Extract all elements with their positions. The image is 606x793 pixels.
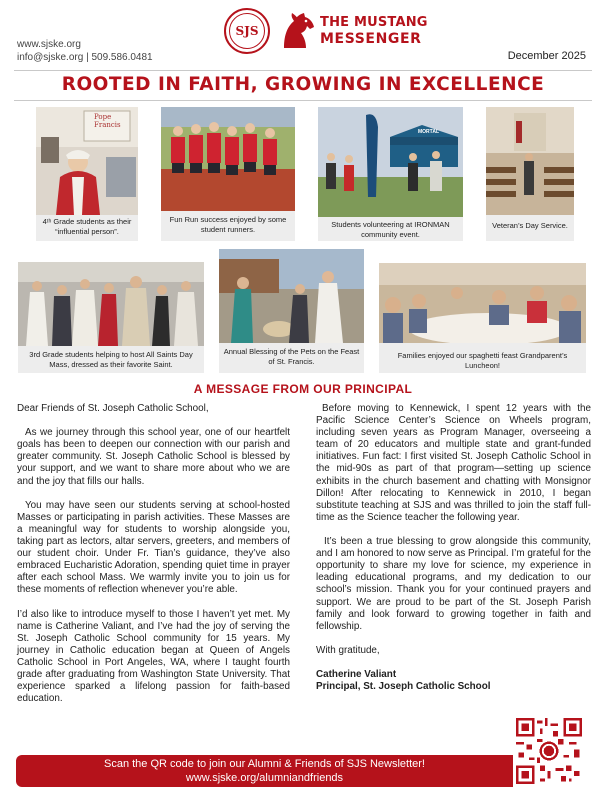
newsletter-brand [320, 14, 428, 48]
brand-line-2: MESSENGER [320, 31, 422, 47]
message-section-title: A MESSAGE FROM OUR PRINCIPAL [193, 382, 413, 396]
signature-title: Principal, St. Joseph Catholic School [316, 681, 491, 693]
photo-veterans-day-service [486, 107, 574, 215]
top-divider [14, 70, 592, 71]
paragraph-4: Before moving to Kennewick, I spent 12 years with the Pacific Science Center’s Science on Wheels program, including seven years as Program Manager, overseeing a team of 20 educators and multiple state and grant-funded initiatives. Fun fact: I first visited St. Joseph Catholic School in the mid-90s as part of that program—setting up science exhibits in the church basement and chatting with Monsignor Dillon! After relocating to Kennewick in 2010, I began substitute teaching at SJS and was thrilled to join the staff full-time as the Science teacher the following year. [316, 403, 591, 523]
contact-line[interactable]: info@sjske.org | 509.586.0481 [17, 52, 153, 63]
photo-caption: Annual Blessing of the Pets on the Feast of St. Francis. [223, 347, 360, 366]
newsletter-signup-banner[interactable] [16, 755, 513, 787]
headline-divider [14, 100, 592, 101]
paragraph-1: As we journey through this school year, one of our heartfelt goals has been to deepen our connection with our parish and greater community. St. Joseph Catholic School is blessed by your support, and we want to share more about who we are and the joy that fills our halls. [17, 427, 290, 487]
photo-caption: Fun Run success enjoyed by some student runners. [169, 215, 287, 234]
photo-card-grandparents-luncheon [379, 263, 586, 373]
photo-card-fun-run [161, 107, 295, 241]
school-seal-text: SJS [229, 13, 265, 49]
photo-caption: 3rd Grade students helping to host All Saints Day Mass, dressed as their favorite Saint. [29, 350, 193, 369]
school-seal-logo [224, 8, 270, 54]
closing-line: With gratitude, [316, 644, 380, 656]
photo-card-blessing-of-pets [219, 249, 364, 373]
website-link[interactable]: www.sjske.org [17, 39, 81, 50]
photo-card-4th-grade [36, 107, 138, 241]
page-headline: ROOTED IN FAITH, GROWING IN EXCELLENCE [61, 74, 545, 95]
photo-spaghetti-feast [379, 263, 586, 343]
photo-card-all-saints [18, 262, 204, 373]
photo-caption: Veteran’s Day Service. [492, 221, 568, 230]
photo-blessing-of-pets [219, 249, 364, 343]
alumni-link[interactable]: www.sjske.org/alumniandfriends [185, 772, 344, 784]
photo-tent-text: MORTAL [418, 129, 440, 135]
photo-caption: Students volunteering at IRONMAN community event. [331, 220, 450, 239]
photo-sign-text: Pope Francis [94, 113, 121, 129]
mustang-horse-icon [280, 12, 316, 50]
photo-card-veterans-day [486, 107, 574, 241]
photo-caption: 4ᵗʰ Grade students as their “influential person”. [42, 217, 132, 236]
signature-name: Catherine Valiant [316, 669, 397, 681]
message-column-left [17, 403, 290, 717]
photo-caption: Families enjoyed our spaghetti feast Grandparent’s Luncheon! [397, 351, 568, 370]
salutation: Dear Friends of St. Joseph Catholic School, [17, 403, 209, 414]
paragraph-3: I’d also like to introduce myself to those I haven’t yet met. My name is Catherine Valiant, and I’ve had the joy of serving the St. Joseph Catholic School community for 15 years. My journey in Catholic education began at Queen of Angels Catholic School in Port Angeles, WA, where I taught fourth grade after graduating from Washington State University. That experience sparked a lifelong passion for faith-based education. [17, 608, 290, 705]
message-column-right [316, 403, 591, 693]
paragraph-5: It’s been a true blessing to grow alongside this community, and I am honored to now serve as Principal. I’m grateful for the opportunity to share my love for science, my experience in leading educational programs, and my dedication to our school’s mission. Thank you for your continued prayers and support. We are proud to be part of the St. Joseph Parish family and look forward to growing together in faith and fellowship. [316, 536, 591, 632]
header [0, 0, 606, 70]
qr-code-icon[interactable] [514, 716, 584, 786]
photo-ironman-volunteers [318, 107, 463, 217]
footer-line-1: Scan the QR code to join our Alumni & Friends of SJS Newsletter! [104, 758, 425, 770]
photo-card-ironman [318, 107, 463, 241]
photo-all-saints-day-students [18, 262, 204, 346]
contact-info [17, 38, 153, 64]
photo-fun-run-students [161, 107, 295, 211]
paragraph-2: You may have seen our students serving at school-hosted Masses or participating in parish activities. These Masses are a meaningful way for students to worship alongside you, taking part as lectors, altar servers, greeters, and members of our student choir. Under Fr. Tian’s guidance, they’ve also embraced Eucharistic Adoration, spending quiet time in prayer after each school Mass. We warmly invite you to join us for these moments of reflection whenever you’re able. [17, 499, 290, 596]
issue-date: December 2025 [507, 50, 586, 62]
brand-line-1: THE MUSTANG [320, 15, 428, 30]
